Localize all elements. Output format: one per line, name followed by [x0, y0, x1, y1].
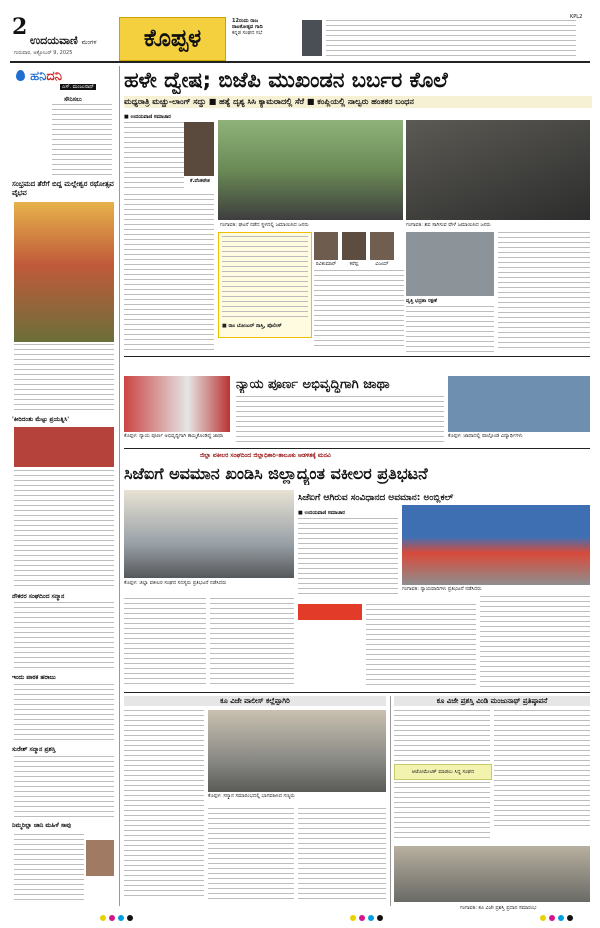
- crowd-photo: [406, 120, 590, 220]
- bottom-left-text-col1: [124, 710, 204, 900]
- lawyers-rule: [124, 692, 590, 693]
- lawyers-text-col5: [480, 596, 590, 688]
- lawyers-photo: [124, 490, 294, 578]
- promo-photo: [302, 20, 322, 56]
- masthead-rule: [10, 61, 590, 63]
- lead-intro-text: [124, 122, 184, 192]
- brand-part2: ದನಿ: [46, 69, 62, 84]
- story6-headline: ನಿಮ್ಮರಿಲ್ಲಾ ಜಾನಿ ಮಹಿಳೆ ಸಾವು: [12, 822, 72, 829]
- bottom-left-headline: ಕೂ ವಿಜೇ ವಾಲೀಸ್‌ ಕಲ್ಲೆಪ್ಪಾಗಿರಿ: [124, 696, 386, 706]
- jatha-right-caption: ಕೊಪ್ಪಳ: ಜಾಥಾದಲ್ಲಿ ಪಾಲ್ಗೊಂಡ ವಿದ್ಯಾರ್ಥಿಗಳು: [448, 433, 523, 439]
- story2-headline: 'ಕೀರಿದಂತು ಮೆಟ್ಟು ಪ್ರಯತ್ನಿಸಿ': [12, 416, 70, 423]
- bottom-left-text-col2: [208, 808, 294, 900]
- drop-icon: [16, 70, 25, 81]
- bottom-left-photo: [208, 710, 386, 792]
- lawyers-text-col3: [298, 518, 398, 598]
- left-column-rule: [119, 66, 120, 906]
- promo-line: 12ರಂದು ರಾಜ: [232, 18, 259, 24]
- story6-text: [14, 834, 84, 904]
- lawyers-right-caption: ಗಂಗಾವತಿ: ನ್ಯಾಯವಾದಿಗಳು ಪ್ರತಿಭಟನೆ ನಡೆಸಿದರು: [402, 586, 482, 592]
- story5-text: [14, 756, 114, 818]
- story4-text: [14, 684, 114, 742]
- lawyers-byline: ■ ಉದಯವಾಣಿ ಸಮಾಚಾರ: [298, 510, 345, 516]
- promo-line: ಕನ್ನಡ ಸಂಘದ ಸಭೆ: [232, 30, 263, 36]
- accused-photo-1: [314, 232, 338, 260]
- bottom-right-text-col1: [394, 710, 490, 762]
- quote-label: ■ ರಾಂ ಬೋಜುರ್ ನಾಸ್ತಿ, ಪೊಲೀಸ್: [222, 323, 282, 329]
- section-text: [52, 104, 112, 176]
- promo-line: ನಾಟಕೋತ್ಸವ ಗಾದಿ: [232, 24, 263, 30]
- lawyers-headline: ಸಿಜೆಐಗೆ ಅವಮಾನ ಖಂಡಿಸಿ ಜಿಲ್ಲಾದ್ಯಂತ ವಕೀಲರ ಪ್ರತಿಭಟನೆ: [124, 464, 428, 483]
- lawyers-right-photo: [402, 505, 590, 585]
- story1-text: [14, 344, 114, 410]
- bottom-right-inset: [394, 764, 492, 780]
- portrait-caption: ಕೆ.ವೆಂಕಟೇಶ: [190, 178, 210, 184]
- bottom-left-text-col3: [298, 808, 386, 900]
- jatha-rule: [124, 448, 590, 449]
- accused-photo-2: [342, 232, 366, 260]
- lead-text-col1: [124, 194, 214, 352]
- bottom-right-photo: [394, 846, 590, 902]
- lead-text-col3: [314, 270, 404, 350]
- story1-headline: ಸಂಭ್ರಮದ ತೆರೆಗೆ ಬಿದ್ದ ಮಲ್ಲೇಶ್ವರ ರಥೋತ್ಸವ ವೈಭವ: [12, 180, 114, 197]
- jatha-headline: ನ್ಯಾಯ ಪೂರ್ಣ ಅಭಿವೃದ್ಧಿಗಾಗಿ ಜಾಥಾ: [236, 377, 390, 392]
- bottom-mid-rule: [390, 696, 391, 906]
- jatha-left-photo: [124, 376, 230, 432]
- brand-part1: ಹನಿ: [30, 69, 47, 84]
- story3-text: [14, 602, 114, 670]
- inset-text: ಆಟೋಮೇಟಿಕ್ ಮಾಡಲು ಸಿದ್ಧ ಸಂಘದ: [411, 769, 475, 775]
- edition-code: KPL2: [570, 14, 583, 20]
- chariot-photo: [14, 202, 114, 342]
- lawyers-text-col4: [366, 604, 476, 688]
- accused-name-3: ವಿಜಯ್: [375, 261, 389, 267]
- paper-name-text: ಉದಯವಾಣಿ: [30, 34, 78, 47]
- registration-marks-mid: [350, 915, 383, 921]
- scene-photo: [218, 120, 403, 220]
- jatha-left-caption: ಕೊಪ್ಪಳ: ನ್ಯಾಯ ಪೂರ್ಣ ಅಭಿವೃದ್ಧಿಗಾಗಿ ಹಮ್ಮಿಕೊಂಡಿದ್ದ ಜಾಥಾ: [124, 433, 224, 439]
- lawyers-text-col1: [124, 598, 206, 688]
- lead-subhead: ಮಧ್ಯರಾತ್ರಿ ಮಚ್ಚು-ಲಾಂಗ್ ಸದ್ದು ■ ಹತ್ಯೆ ದೃಶ್ಯ ಸಿಸಿ ಕ್ಯಾಮರಾದಲ್ಲಿ ಸೆರೆ ■ ಕಂಪ್ಲಿಯಲ್ಲಿ ನಾಲ್ವರು ಹಂತಕರ ಬಂಧನ: [124, 96, 592, 108]
- district-banner: [119, 17, 226, 61]
- accused-name-1: ರವಿಕುಮಾರ್: [315, 261, 337, 267]
- lead-rule: [124, 356, 590, 357]
- quote-box: [218, 232, 312, 338]
- page-number: 2: [12, 14, 28, 40]
- brand-sub: ಎಸ್. ಮಂಜುನಾಥ್: [62, 84, 94, 90]
- registration-marks-left: [100, 915, 133, 921]
- section-title: ಸೌನಿಸಲು: [64, 96, 82, 103]
- side-box-title: ವೃತ್ತಿ ಭದ್ರತಾ ರಕ್ಷಣೆ: [406, 298, 437, 304]
- crowd-caption: ಗಂಗಾವತಿ: ಶವ ಸಾಗಿಸುವ ವೇಳೆ ಜಮಾಯಿಸಿದ ಜನರು: [406, 222, 491, 228]
- registration-marks-right: [540, 915, 573, 921]
- lawyers-inset: [298, 604, 362, 620]
- lead-headline: ಹಳೇ ದ್ವೇಷ; ಬಿಜೆಪಿ ಮುಖಂಡನ ಬರ್ಬರ ಕೊಲೆ: [124, 68, 448, 92]
- jatha-right-photo: [448, 376, 590, 432]
- lead-byline: ■ ಉದಯವಾಣಿ ಸಮಾಚಾರ: [124, 114, 171, 120]
- masthead-brief: [326, 20, 576, 58]
- bottom-right-caption: ಗಂಗಾವತಿ: ಕೂ ವಿಜೇ ಪ್ರಶಸ್ತಿ ಪ್ರದಾನ ಸಮಾರಂಭ: [460, 905, 537, 911]
- car-photo: [406, 232, 494, 296]
- story6-photo: [86, 840, 114, 876]
- lead-text-col5: [498, 232, 590, 352]
- quote-text: [222, 236, 308, 320]
- district-title: ಕೊಪ್ಪಳ: [143, 24, 202, 52]
- jatha-text: [236, 396, 444, 444]
- paper-suffix: ಮಂಗಳ: [81, 39, 97, 46]
- lawyers-sub-headline: ಸಿಜೆಐಗೆ ಆಗಿರುವ ಸಂವಿಧಾನದ ಅವಮಾನ: ಅಂಬ್ಲಿಕಲ್: [298, 493, 454, 503]
- bottom-right-text-col3: [394, 782, 490, 842]
- lawyers-photo-caption: ಕೊಪ್ಪಳ: ಜಿಲ್ಲಾ ವಕೀಲರ ಸಂಘದ ಸದಸ್ಯರು ಪ್ರತಿಭಟನೆ ನಡೆಸಿದರು: [124, 580, 227, 586]
- promo-box: [232, 18, 302, 58]
- paper-name: [30, 34, 97, 48]
- accused-name-2: ಕರೆಪ್ಪ: [349, 261, 359, 267]
- accused-photo-3: [370, 232, 394, 260]
- lawyers-text-col2: [210, 598, 294, 688]
- scene-caption: ಗಂಗಾವತಿ: ಘಟನೆ ನಡೆದ ಸ್ಥಳದಲ್ಲಿ ಜಮಾಯಿಸಿದ ಜನರು: [220, 222, 309, 228]
- lawyers-kicker: ಜಿಲ್ಲಾ ವಕೀಲರ ಸಂಘದಿಂದ ಜಿಲ್ಲಾಧಿಕಾರಿ-ತಾಲೂಕು ಆಡಳಿತಕ್ಕೆ ಮನವಿ: [200, 452, 331, 459]
- story2-text: [14, 470, 114, 590]
- story2-photo: [14, 427, 114, 467]
- bottom-left-caption: ಕೊಪ್ಪಳ: ಸನ್ಮಾನ ಸಮಾರಂಭದಲ್ಲಿ ಭಾಗವಹಿಸಿದ ಗಣ್ಯರು: [208, 793, 295, 799]
- victim-portrait: [184, 122, 214, 176]
- date-line: ಗುರುವಾರ, ಅಕ್ಟೋಬರ್ 9, 2025: [14, 50, 73, 56]
- story4-headline: ಇಂದು ಪಾಠಕ ಹರಾಜು: [12, 674, 56, 681]
- bottom-right-headline: ಕೂ ವಿಜೇ ಪ್ರಶಸ್ತಿ ವಿಂಡಿ ಮಂಜುನಾಥ್‌ ಪ್ರತಿಷ್ಠಾಪನೆ: [394, 696, 590, 706]
- lead-text-col4: [406, 306, 494, 352]
- story3-headline: ನೌಕರರ ಸಂಘದಿಂದ ಸನ್ಮಾನ: [12, 593, 65, 600]
- bottom-right-text-col2: [494, 710, 590, 830]
- story5-headline: ಸುರೇಶ್ ಸನ್ಮಾನ ಪ್ರಶಸ್ತಿ: [12, 746, 56, 753]
